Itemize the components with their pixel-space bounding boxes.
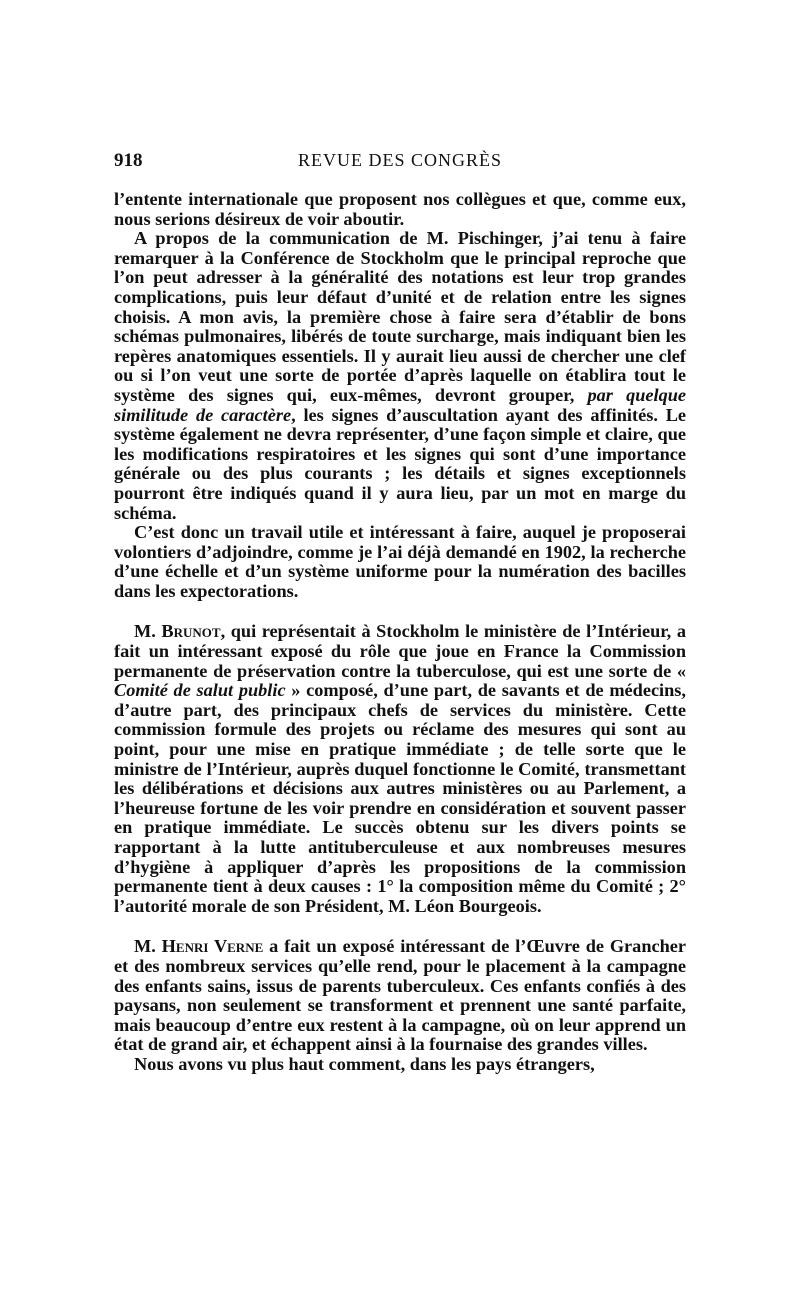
italic-phrase: par quelque similitude de caractère: [114, 384, 687, 425]
paragraph-1: l’entente internationale que proposent nos collègues et que, comme eux, nous serions désireux de voir aboutir.: [114, 189, 686, 229]
speaker-name: M. Henri Verne: [134, 936, 264, 957]
paragraph-5: M. Henri Verne a fait un exposé intéressant de l’Œuvre de Grancher et des nombreux services qu’elle rend, pour le placement à la campagne des enfants sains, issus de parents tuberculeux. Ces enfants confiés à des paysans, non seulement se transforment et prennent une santé parfaite, mais beaucoup d’entre eux restent à la campagne, où on leur apprend un état de grand air, et échappent ainsi à la fournaise des grandes villes.: [114, 936, 686, 1055]
paragraph-3: C’est donc un travail utile et intéressant à faire, auquel je proposerai volontiers d’adjoindre, comme je l’ai déjà demandé en 1902, la recherche d’une échelle et d’un système uniforme pour la numération des bacilles dans les expectorations.: [114, 522, 686, 601]
italic-phrase: Comité de salut public: [114, 680, 286, 701]
running-head: REVUE DES CONGRÈS: [297, 150, 502, 170]
page-number: 918: [114, 150, 143, 171]
body-text: [114, 190, 686, 1075]
paragraph-4: M. Brunot, qui représentait à Stockholm le ministère de l’Intérieur, a fait un intéressant exposé du rôle que joue en France la Commission permanente de préservation contre la tuberculose, qui est une sorte de « Comité de salut public » composé, d’une part, de savants et de médecins, d’autre part, des principaux chefs de services du ministère. Cette commission formule des projets ou réclame des mesures qui sont au point, pour une mise en pratique immédiate ; de telle sorte que le ministre de l’Intérieur, auprès duquel fonctionne le Comité, transmettant les délibérations et décisions aux autres ministères ou au Parlement, a l’heureuse fortune de les voir prendre en considération et souvent passer en pratique immédiate. Le succès obtenu sur les divers points se rapportant à la lutte antituberculeuse et aux nombreuses mesures d’hygiène à appliquer d’après les propositions de la commission permanente tient à deux causes : 1° la composition même du Comité ; 2° l’autorité morale de son Président, M. Léon Bourgeois.: [114, 621, 686, 916]
page-header: [114, 150, 686, 178]
paragraph-2: A propos de la communication de M. Pischinger, j’ai tenu à faire remarquer à la Conférence de Stockholm que le principal reproche que l’on peut adresser à la généralité des notations est leur trop grandes complications, puis leur défaut d’unité et de relation entre les signes choisis. A mon avis, la première chose à faire sera d’établir de bons schémas pulmonaires, libérés de toute surcharge, mais indiquant bien les repères anatomiques essentiels. Il y aurait lieu aussi de chercher une clef ou si l’on veut une sorte de portée d’après laquelle on établira tout le système des signes qui, eux-mêmes, devront grouper, par quelque similitude de caractère, les signes d’auscultation ayant des affinités. Le système également ne devra représenter, d’une façon simple et claire, que les modifications respiratoires et les signes qui sont d’une importance générale ou des plus courants ; les détails et signes exceptionnels pourront être indiqués quand il y aura lieu, par un mot en marge du schéma.: [114, 228, 687, 523]
paragraph-6: Nous avons vu plus haut comment, dans les pays étrangers,: [134, 1053, 595, 1074]
speaker-name: M. Brunot: [134, 621, 221, 642]
